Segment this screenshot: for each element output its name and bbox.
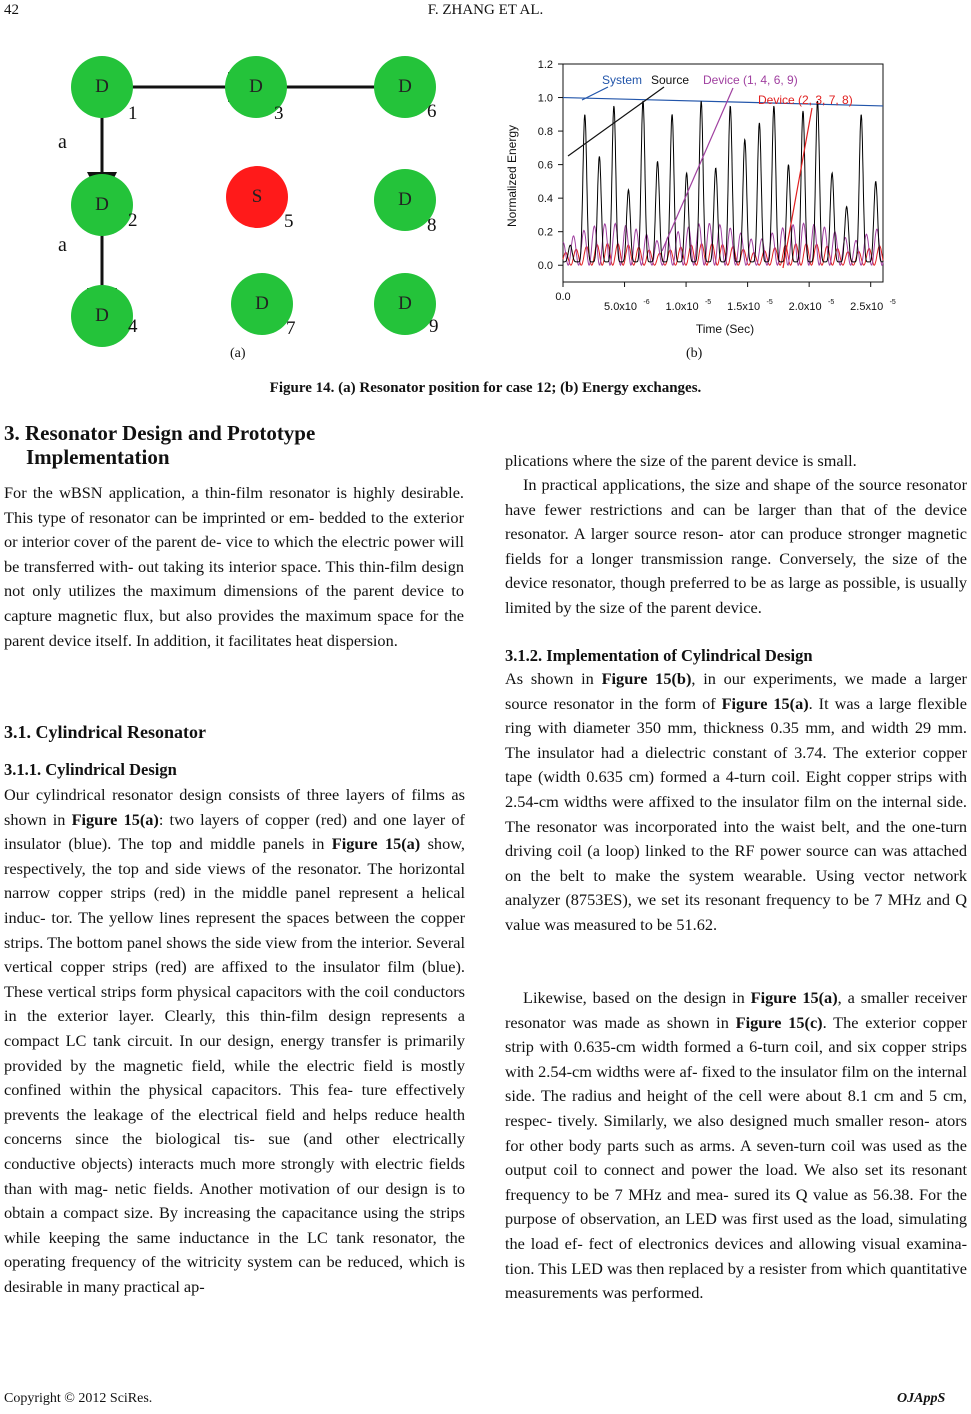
page-number: 42 [4,2,19,18]
x-tick-exponent: -5 [889,299,896,306]
panel-a-caption: (a) [230,346,246,361]
y-tick-label: 0.0 [537,260,553,273]
x-tick-label: 2.5x10 [850,301,884,313]
running-title: F. ZHANG ET AL. [427,2,544,18]
x-tick-label: 0.0 [555,291,571,303]
x-tick-exponent: -6 [643,299,650,306]
annotation-system: System [602,73,643,87]
paragraph-receiver: Likewise, based on the design in Figure 15(a), a smaller receiver resonator was made as shown in Figure 15(c). The exterior copper strip with 0.635-cm width formed a 6-turn coil, and six copper strips with 2.54-cm widths were af- fixed to the insulator film on the internal side. The radius and height of the cell were about 8.1 cm and 5 cm, respec- tively. Similarly, we also designed much smaller reson- ators for other body parts such as arms. A seven-turn coil was used as the output coil to connect and power the load. We also set its resonant frequency to be 7 MHz and mea- sured its Q value as 56.38. For the purpose of observation, an LED was first used as the load, simulating the load ef- fect of electronics devices and allowing visual examina- tion. This LED was then replaced by a resister from which quantitative measurements was performed. [505,988,967,1303]
y-tick-label: 0.6 [537,159,553,172]
x-tick-label: 1.0x10 [665,301,699,313]
figure-ref: Figure 15(a) [331,834,421,854]
footer-journal: OJAppS [897,1391,946,1406]
section-3-title: 3. Resonator Design and Prototype Implementation [4,421,316,469]
y-axis-ticks [538,59,563,272]
node-7: D [231,273,293,335]
node-8: D [374,169,436,231]
x-tick-label: 1.5x10 [727,301,761,313]
node-3: D [225,56,287,118]
x-tick-label: 2.0x10 [788,301,822,313]
energy-chart [490,46,930,346]
x-tick-exponent: -5 [766,299,773,306]
node-number-5: 5 [284,211,294,232]
annotation-source: Source [651,73,690,87]
figure-ref: Figure 15(a) [750,988,838,1007]
node-number-7: 7 [286,318,296,339]
annotation-device-2378: Device (2, 3, 7, 8) [758,93,853,107]
paragraph-implementation: As shown in Figure 15(b), in our experiments, we made a larger source resonator in the form of Figure 15(a). It was a large flexible ring with diameter 350 mm, thickness 0.35 mm, and width 29 mm. The insulator had a dielectric constant of 3.74. The exterior copper tape (width 0.635 cm) formed a 4-turn coil. Eight copper strips with 2.54-cm widths were affixed to the insulator film on the internal side. The resonator was incorporated into the waist belt, and the one-turn driving coil (a loop) linked to the RF power source can was attached on the belt to make the system wearable. Using vector network analyzer (8753ES), we set its resonant frequency to be 7 MHz and Q value was measured to be 51.62. [505,669,967,934]
node-2: D [71,174,133,236]
node-1: D [71,56,133,118]
paragraph-source-size: In practical applications, the size and shape of the source resonator have fewer restrictions and can be larger than that of the device resonator. A larger source reson- ator can produce stronger magnetic fields for a longer transmission range. Conversely, the size of the device resonator, though preferred to be as large as possible, is usually limited by the size of the parent device. [505,475,967,617]
spacing-label-1: a [58,131,67,153]
node-number-8: 8 [427,215,437,236]
x-tick-exponent: -5 [828,299,835,306]
node-4: D [71,285,133,347]
panel-b-caption: (b) [686,346,703,361]
figure-ref: Figure 15(b) [601,669,692,688]
section-3-1-1-title: 3.1.1. Cylindrical Design [4,760,177,779]
figure-caption: Figure 14. (a) Resonator position for case 12; (b) Energy exchanges. [269,380,702,396]
section-3-1-title: 3.1. Cylindrical Resonator [4,722,206,742]
node-number-4: 4 [128,316,138,337]
y-tick-label: 1.2 [537,59,553,71]
x-tick-label: 5.0x10 [604,301,638,313]
x-tick-exponent: -5 [704,299,712,306]
node-number-6: 6 [427,101,437,122]
x-axis-ticks [555,282,896,313]
annotation-device-1469: Device (1, 4, 6, 9) [703,73,798,87]
spacing-label-2: a [58,234,67,256]
node-number-3: 3 [274,103,284,124]
leader-device-1469 [662,88,733,251]
y-axis-label: Normalized Energy [505,124,519,228]
node-6: D [374,56,436,118]
figure-ref: Figure 15(a) [721,693,809,713]
figure-ref: Figure 15(c) [735,1012,823,1032]
node-number-9: 9 [429,316,439,337]
leader-source [568,87,664,156]
section-3-1-1-paragraph: Our cylindrical resonator design consists of three layers of films as shown in Figure 15(a): two layers of copper (red) and one layer of insulator (blue). The top and middle panels in Figure 15(a) show, respectively, the top and side views of the resonator. The horizontal narrow copper strips (red) in the middle panel represent a helical induc- tor. The yellow lines represent the spaces between the copper strips. The bottom panel shows the side view from the interior. Several vertical copper strips (red) are affixed to the insulator film (blue). These vertical strips form physical capacitors with the coil conductors in the exterior layer. Clearly, this thin-film design represents a compact LC tank circuit. In our design, energy transfer is primarily provided by the magnetic field, while the electric field is mostly confined within the physical capacitors. This fea- ture effectively prevents the leakage of the electrical field and helps reduce health concerns since the biological tis- sue (and other electrically conductive objects) interacts much more strongly with electric fields than with mag- netic fields. Another motivation of our design is to obtain a compact size. By increasing the capacitance using the strips while keeping the same inductance in the LC tank resonator, the operating frequency of the witricity system can be reduced, which is desirable in many practical ap- [4,785,465,1296]
y-tick-label: 0.2 [537,226,553,239]
chart-series [563,98,883,266]
y-tick-label: 0.8 [537,126,553,139]
y-tick-label: 0.4 [537,193,553,206]
node-9: D [374,273,436,335]
continued-text: plications where the size of the parent device is small. [505,451,857,470]
x-axis-label: Time (Sec) [695,322,755,336]
footer-copyright: Copyright © 2012 SciRes. [4,1391,153,1406]
y-tick-label: 1.0 [537,92,553,105]
figure-ref: Figure 15(a) [71,809,159,829]
section-3-paragraph: For the wBSN application, a thin-film resonator is highly desirable. This type of resonator can be imprinted or em- bedded to the exterior or interior cover of the parent de- vice to which the electric power will be transferred with- out taking its interior space. This thin-film design not only utilizes the maximum dimensions of the parent device to capture magnetic flux, but also provides the maximum space for the parent device itself. In addition, it facilitates heat dispersion. [4,483,464,650]
node-number-1: 1 [128,103,138,124]
section-3-1-2-title: 3.1.2. Implementation of Cylindrical Design [505,646,813,665]
node-number-2: 2 [128,210,138,231]
node-source-5: S [226,166,288,228]
